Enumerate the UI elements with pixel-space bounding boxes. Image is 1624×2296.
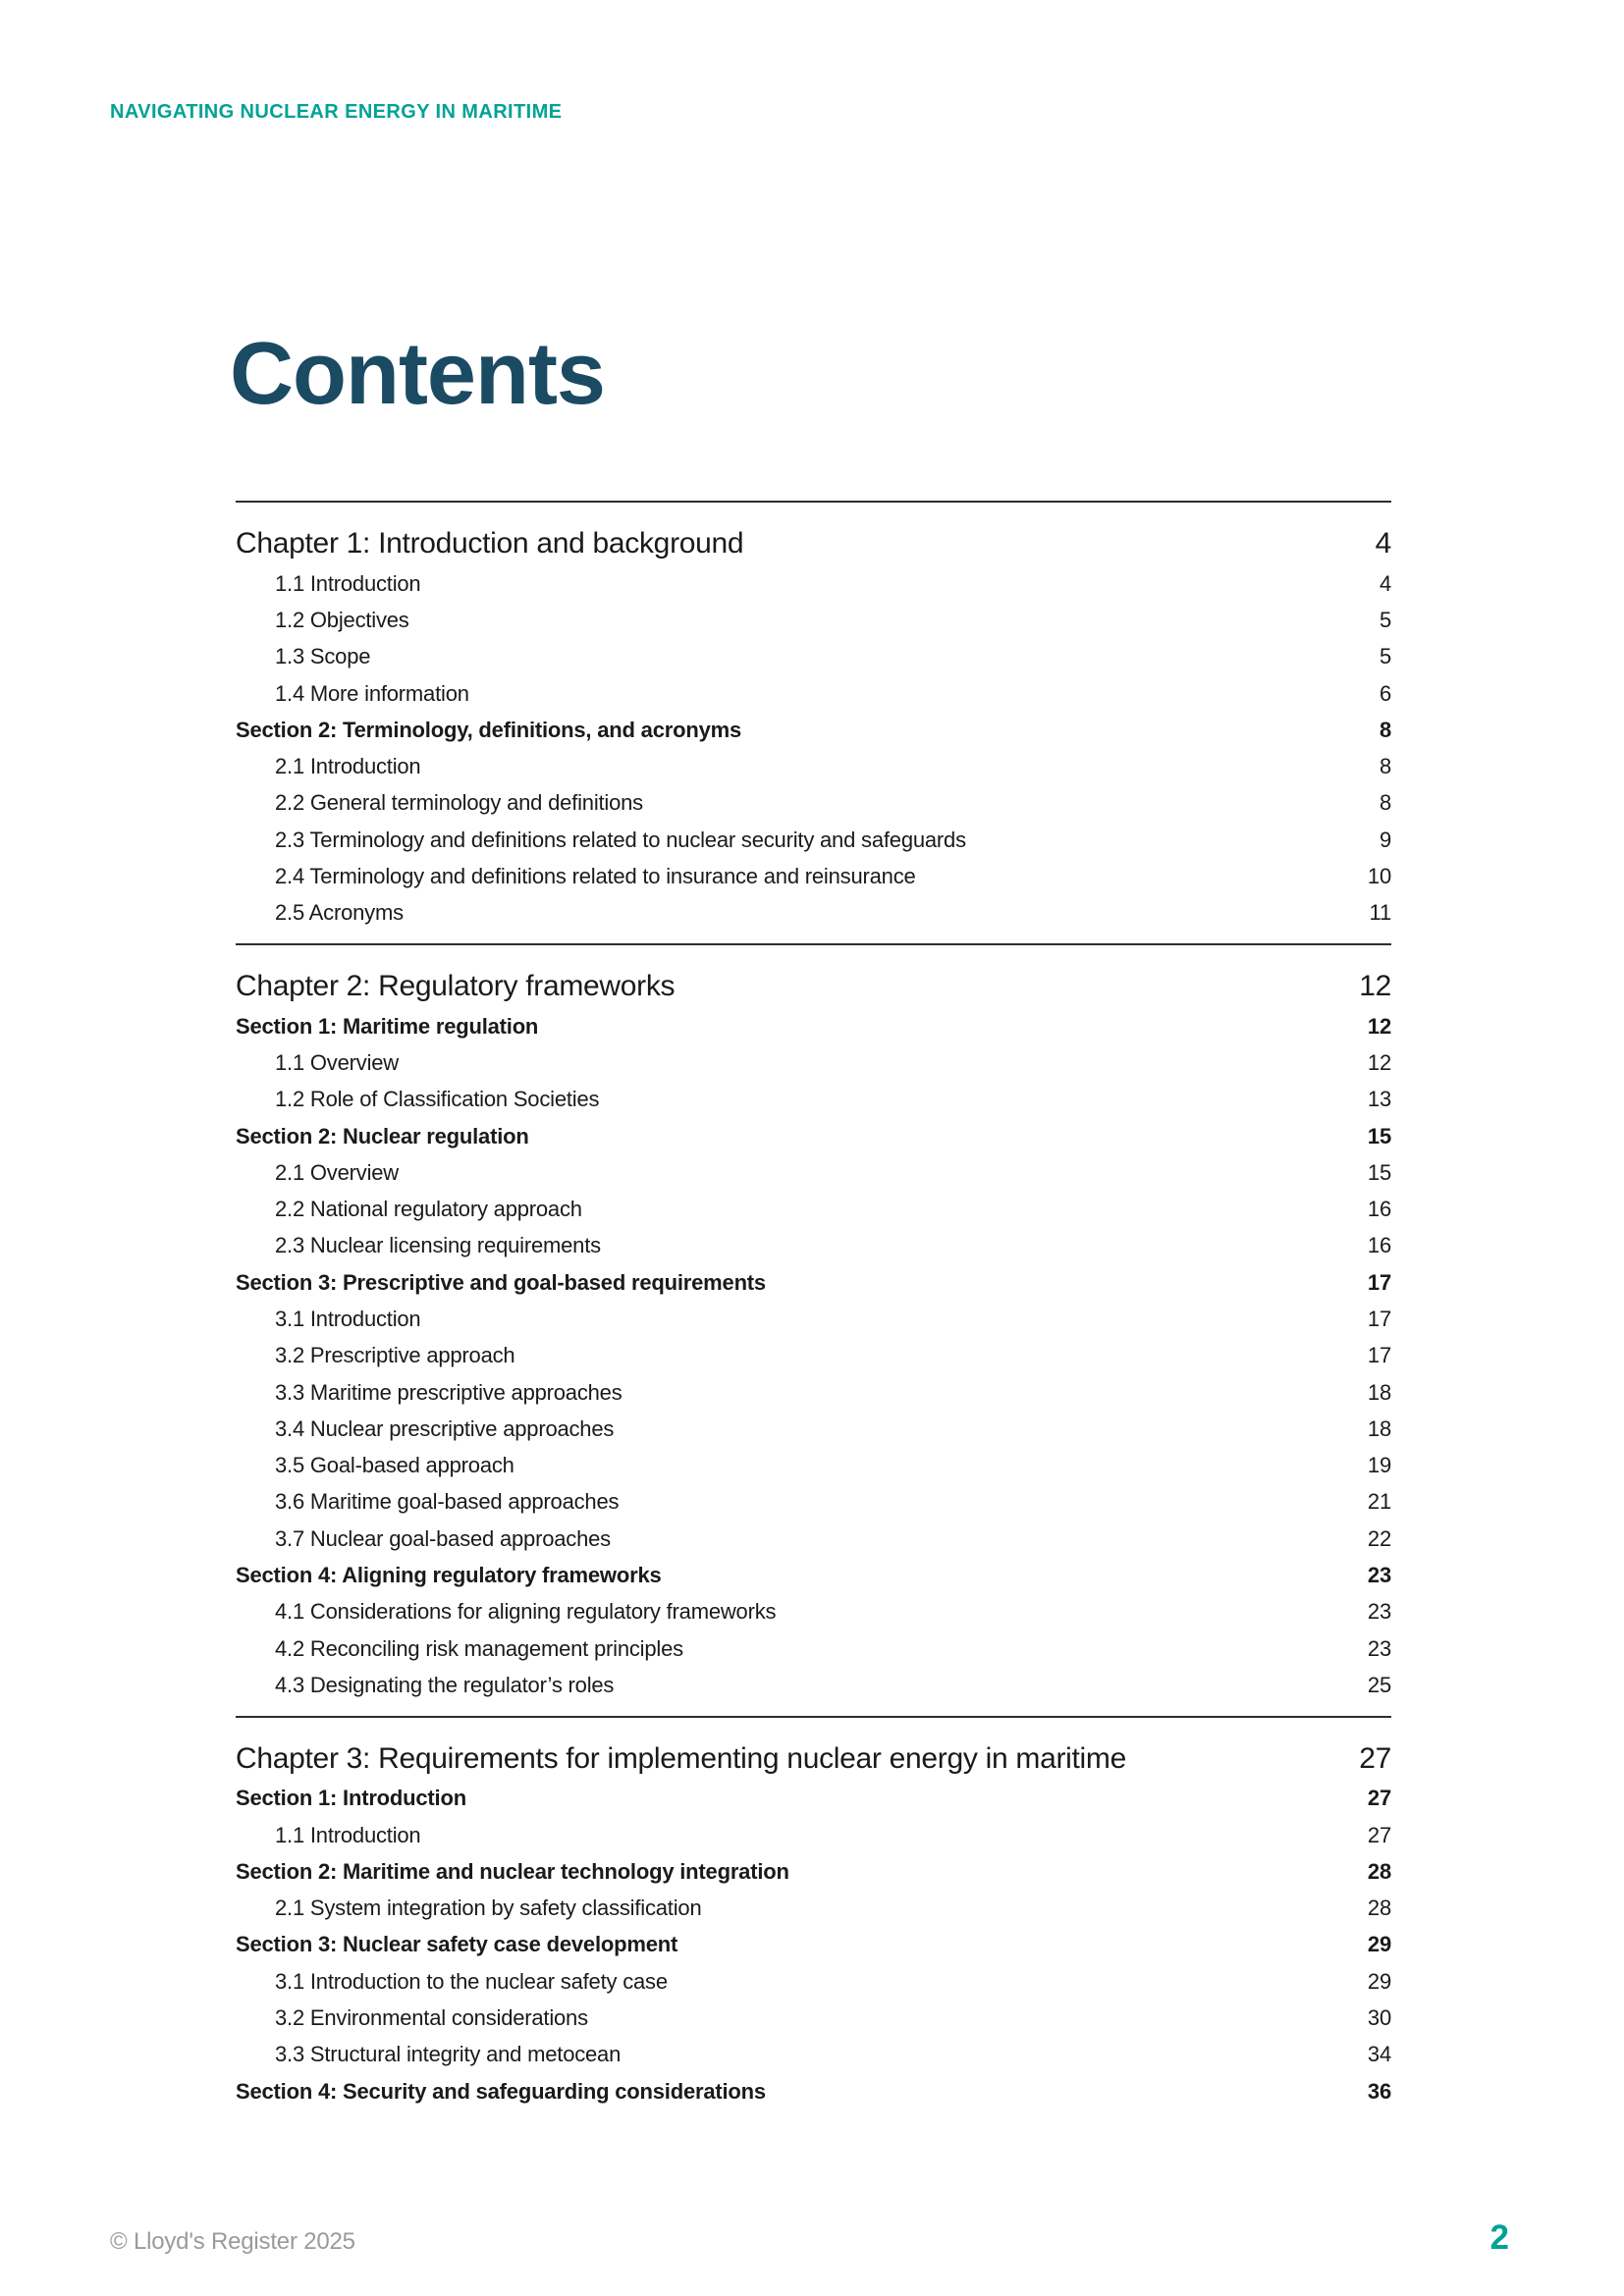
toc-entry-page: 27 [1367, 1822, 1391, 1847]
toc-item-row[interactable] [236, 2037, 1391, 2073]
footer-page-number: 2 [1489, 2218, 1509, 2257]
toc-entry-label: Section 4: Aligning regulatory frameworks [236, 1563, 662, 1588]
toc-section-row[interactable] [236, 1264, 1391, 1301]
toc-item-row[interactable] [236, 748, 1391, 784]
toc-entry-page: 4 [1375, 527, 1391, 560]
toc-item-row[interactable] [236, 1411, 1391, 1447]
toc-entry-page: 28 [1367, 1858, 1391, 1884]
toc-entry-label: 3.3 Structural integrity and metocean [275, 2042, 622, 2067]
toc-entry-label: 3.1 Introduction to the nuclear safety case [275, 1968, 668, 1994]
toc-entry-label: 1.1 Overview [275, 1049, 399, 1075]
toc-entry-page: 29 [1367, 1932, 1391, 1957]
toc-section-row[interactable] [236, 1008, 1391, 1044]
toc-entry-label: 2.3 Terminology and definitions related to nuclear security and safeguards [275, 827, 966, 852]
toc-chapter-row[interactable] [236, 965, 1391, 1008]
toc-item-row[interactable] [236, 1301, 1391, 1337]
toc-chapter-group [236, 943, 1391, 1716]
toc-entry-page: 34 [1367, 2042, 1391, 2067]
toc-item-row[interactable] [236, 639, 1391, 675]
toc-entry-label: Section 2: Maritime and nuclear technology integration [236, 1858, 789, 1884]
toc-item-row[interactable] [236, 1630, 1391, 1667]
toc-item-row[interactable] [236, 565, 1391, 602]
toc-entry-label: Section 3: Prescriptive and goal-based requirements [236, 1269, 766, 1295]
toc-entry-page: 6 [1379, 680, 1391, 706]
toc-entry-label: 2.4 Terminology and definitions related to insurance and reinsurance [275, 864, 916, 889]
toc-entry-label: 2.1 Introduction [275, 754, 421, 779]
toc-entry-label: Chapter 3: Requirements for implementing nuclear energy in maritime [236, 1741, 1126, 1775]
footer-copyright: © Lloyd's Register 2025 [110, 2228, 355, 2255]
toc-entry-label: 2.1 System integration by safety classification [275, 1896, 702, 1921]
toc-item-row[interactable] [236, 785, 1391, 822]
page-title: Contents [230, 325, 605, 423]
toc-chapter-row[interactable] [236, 1737, 1391, 1781]
toc-entry-page: 17 [1367, 1343, 1391, 1368]
toc-entry-label: 3.1 Introduction [275, 1306, 421, 1331]
toc-entry-page: 22 [1367, 1525, 1391, 1551]
toc-entry-page: 11 [1369, 900, 1391, 926]
toc-item-row[interactable] [236, 1594, 1391, 1630]
table-of-contents [236, 501, 1391, 2121]
toc-entry-page: 21 [1367, 1489, 1391, 1515]
toc-item-row[interactable] [236, 1448, 1391, 1484]
toc-entry-label: 3.3 Maritime prescriptive approaches [275, 1379, 623, 1405]
toc-entry-label: 2.1 Overview [275, 1159, 399, 1185]
toc-entry-label: 3.2 Prescriptive approach [275, 1343, 515, 1368]
toc-entry-page: 8 [1379, 754, 1391, 779]
toc-section-row[interactable] [236, 1927, 1391, 1963]
toc-item-row[interactable] [236, 1082, 1391, 1118]
toc-entry-page: 27 [1367, 1786, 1391, 1811]
toc-entry-label: 1.1 Introduction [275, 570, 421, 596]
toc-entry-label: Section 3: Nuclear safety case development [236, 1932, 678, 1957]
toc-item-row[interactable] [236, 1374, 1391, 1411]
toc-entry-label: 3.6 Maritime goal-based approaches [275, 1489, 620, 1515]
toc-item-row[interactable] [236, 822, 1391, 858]
toc-entry-label: Chapter 1: Introduction and background [236, 527, 744, 560]
toc-section-row[interactable] [236, 1781, 1391, 1817]
toc-entry-page: 5 [1379, 607, 1391, 632]
toc-entry-page: 8 [1379, 790, 1391, 816]
toc-item-row[interactable] [236, 895, 1391, 932]
toc-entry-page: 8 [1379, 717, 1391, 742]
toc-entry-label: 1.3 Scope [275, 644, 371, 669]
toc-entry-page: 27 [1359, 1741, 1391, 1775]
toc-entry-label: 4.1 Considerations for aligning regulatory frameworks [275, 1599, 777, 1625]
toc-item-row[interactable] [236, 602, 1391, 638]
toc-entry-label: Chapter 2: Regulatory frameworks [236, 969, 676, 1002]
toc-section-row[interactable] [236, 2073, 1391, 2109]
toc-item-row[interactable] [236, 1484, 1391, 1521]
toc-entry-page: 23 [1367, 1635, 1391, 1661]
toc-entry-page: 12 [1367, 1013, 1391, 1039]
toc-entry-page: 16 [1367, 1197, 1391, 1222]
toc-item-row[interactable] [236, 1338, 1391, 1374]
toc-entry-page: 28 [1367, 1896, 1391, 1921]
toc-entry-page: 10 [1367, 864, 1391, 889]
toc-entry-label: 4.3 Designating the regulator’s roles [275, 1672, 615, 1697]
toc-item-row[interactable] [236, 1228, 1391, 1264]
toc-item-row[interactable] [236, 2000, 1391, 2036]
toc-entry-label: Section 2: Terminology, definitions, and acronyms [236, 717, 742, 742]
toc-entry-page: 17 [1367, 1269, 1391, 1295]
toc-entry-label: 2.5 Acronyms [275, 900, 404, 926]
toc-chapter-row[interactable] [236, 522, 1391, 565]
toc-entry-page: 23 [1367, 1563, 1391, 1588]
toc-chapter-group [236, 501, 1391, 943]
toc-section-row[interactable] [236, 1118, 1391, 1154]
toc-entry-label: 1.2 Objectives [275, 607, 409, 632]
toc-item-row[interactable] [236, 1044, 1391, 1081]
toc-entry-page: 18 [1367, 1415, 1391, 1441]
toc-entry-page: 30 [1367, 2005, 1391, 2031]
toc-item-row[interactable] [236, 1891, 1391, 1927]
toc-section-row[interactable] [236, 712, 1391, 748]
toc-entry-page: 16 [1367, 1233, 1391, 1258]
toc-entry-page: 15 [1367, 1159, 1391, 1185]
toc-entry-label: Section 1: Maritime regulation [236, 1013, 539, 1039]
toc-entry-label: 2.3 Nuclear licensing requirements [275, 1233, 601, 1258]
toc-entry-label: 1.2 Role of Classification Societies [275, 1087, 600, 1112]
toc-entry-page: 25 [1367, 1672, 1391, 1697]
toc-entry-label: 3.2 Environmental considerations [275, 2005, 588, 2031]
toc-entry-label: 3.4 Nuclear prescriptive approaches [275, 1415, 615, 1441]
toc-item-row[interactable] [236, 1154, 1391, 1191]
toc-item-row[interactable] [236, 858, 1391, 894]
toc-section-row[interactable] [236, 1557, 1391, 1593]
toc-item-row[interactable] [236, 675, 1391, 712]
toc-entry-page: 12 [1367, 1049, 1391, 1075]
toc-entry-page: 12 [1359, 969, 1391, 1002]
toc-entry-page: 19 [1367, 1453, 1391, 1478]
toc-chapter-group [236, 1716, 1391, 2122]
toc-entry-page: 15 [1367, 1123, 1391, 1148]
toc-entry-label: 1.4 More information [275, 680, 469, 706]
toc-entry-label: 1.1 Introduction [275, 1822, 421, 1847]
toc-entry-label: 3.5 Goal-based approach [275, 1453, 514, 1478]
toc-entry-label: Section 4: Security and safeguarding considerations [236, 2078, 766, 2104]
toc-entry-page: 36 [1367, 2078, 1391, 2104]
toc-item-row[interactable] [236, 1667, 1391, 1703]
toc-entry-page: 9 [1379, 827, 1391, 852]
running-header: NAVIGATING NUCLEAR ENERGY IN MARITIME [110, 101, 563, 123]
toc-entry-label: Section 1: Introduction [236, 1786, 466, 1811]
toc-entry-label: 4.2 Reconciling risk management principles [275, 1635, 683, 1661]
toc-entry-label: 2.2 National regulatory approach [275, 1197, 582, 1222]
toc-entry-label: Section 2: Nuclear regulation [236, 1123, 529, 1148]
toc-section-row[interactable] [236, 1853, 1391, 1890]
toc-entry-page: 17 [1367, 1306, 1391, 1331]
toc-item-row[interactable] [236, 1963, 1391, 2000]
toc-item-row[interactable] [236, 1191, 1391, 1227]
toc-entry-page: 5 [1379, 644, 1391, 669]
toc-entry-page: 13 [1367, 1087, 1391, 1112]
toc-item-row[interactable] [236, 1817, 1391, 1853]
toc-entry-page: 29 [1367, 1968, 1391, 1994]
toc-entry-page: 18 [1367, 1379, 1391, 1405]
toc-entry-page: 4 [1379, 570, 1391, 596]
toc-item-row[interactable] [236, 1521, 1391, 1557]
toc-entry-label: 3.7 Nuclear goal-based approaches [275, 1525, 611, 1551]
toc-entry-label: 2.2 General terminology and definitions [275, 790, 643, 816]
toc-entry-page: 23 [1367, 1599, 1391, 1625]
